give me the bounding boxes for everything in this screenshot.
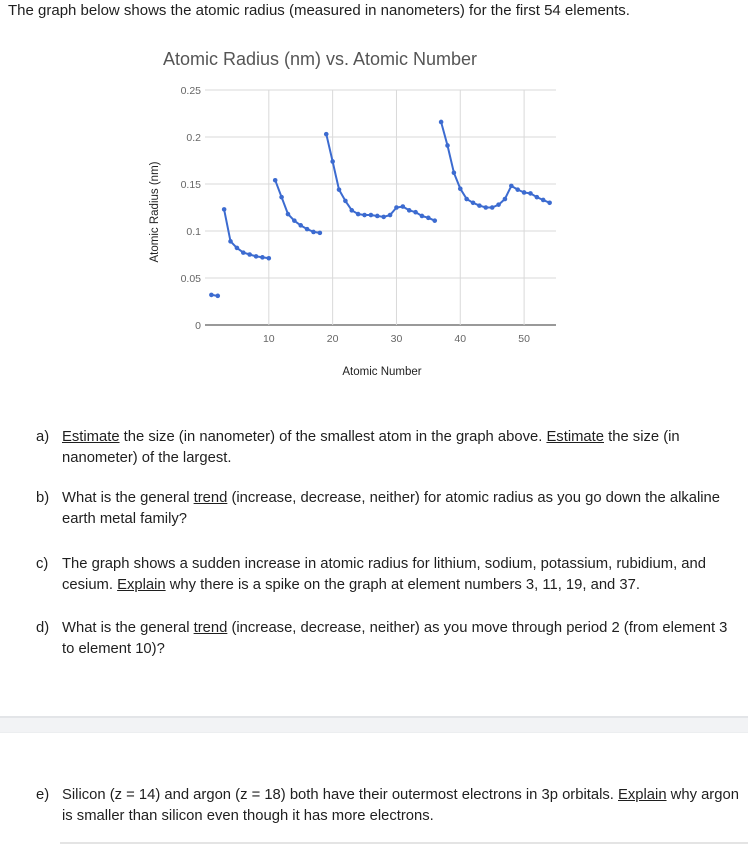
- estimate-keyword-2: Estimate: [546, 429, 604, 445]
- data-point: [535, 195, 540, 200]
- data-point: [228, 239, 233, 244]
- question-d: [36, 618, 741, 660]
- question-b-text-2: (increase, decrease, neither) for atomic radius as you go down the alkaline earth metal family?: [62, 490, 721, 527]
- series-line: [224, 209, 269, 258]
- data-point: [458, 186, 463, 191]
- data-point: [241, 250, 246, 255]
- data-point: [343, 199, 348, 204]
- data-point: [407, 208, 412, 213]
- data-point: [286, 212, 291, 217]
- data-point: [330, 159, 335, 164]
- data-point: [515, 187, 520, 192]
- data-point: [356, 212, 361, 217]
- data-point: [273, 178, 278, 183]
- series-line: [275, 180, 320, 233]
- data-point: [292, 218, 297, 223]
- data-point: [452, 170, 457, 175]
- data-point: [215, 294, 220, 299]
- data-point: [471, 201, 476, 206]
- data-point: [369, 213, 374, 218]
- y-tick-label: 0.2: [186, 132, 201, 144]
- data-point: [439, 120, 444, 125]
- question-d-label: d): [36, 620, 50, 636]
- y-tick-label: 0.15: [180, 179, 201, 191]
- question-c-label: c): [36, 556, 49, 572]
- chart-title: Atomic Radius (nm) vs. Atomic Number: [162, 49, 478, 69]
- x-tick-label: 30: [390, 333, 403, 345]
- y-axis-label: Atomic Radius (nm): [149, 161, 161, 263]
- question-e-text-2: why argon is smaller than silicon even though it has more electrons.: [62, 787, 739, 824]
- series-line: [441, 122, 549, 208]
- atomic-radius-chart: [0, 0, 748, 390]
- data-point: [432, 218, 437, 223]
- chart-gridlines: [205, 90, 556, 325]
- estimate-keyword: Estimate: [62, 429, 120, 445]
- series-line: [326, 134, 434, 221]
- data-point: [247, 252, 252, 257]
- data-point: [484, 205, 489, 210]
- data-point: [388, 213, 393, 218]
- y-tick-labels: [181, 85, 202, 332]
- trend-keyword: trend: [193, 490, 228, 506]
- y-tick-label: 0.1: [186, 226, 201, 238]
- question-a-label: a): [36, 429, 50, 445]
- data-point: [413, 210, 418, 215]
- data-point: [420, 214, 425, 219]
- data-point: [362, 213, 367, 218]
- data-point: [260, 255, 265, 260]
- data-point: [503, 197, 508, 202]
- data-point: [401, 204, 406, 209]
- y-tick-label: 0: [195, 320, 201, 332]
- explain-keyword-2: Explain: [618, 787, 667, 803]
- question-e-text-1: Silicon (z = 14) and argon (z = 18) both have their outermost electrons in 3p orbitals.: [62, 787, 619, 803]
- y-tick-label: 0.25: [180, 85, 201, 97]
- question-c-text-1: The graph shows a sudden increase in atomic radius for lithium, sodium, potassium, rubidium, and cesium.: [62, 556, 706, 593]
- question-a-text-2: the size (in nanometer) of the largest.: [62, 429, 680, 466]
- data-series: [209, 120, 552, 299]
- data-point: [426, 216, 431, 221]
- data-point: [267, 256, 272, 261]
- question-a-text-1: the size (in nanometer) of the smallest atom in the graph above.: [119, 429, 547, 445]
- data-point: [305, 227, 310, 232]
- data-point: [279, 195, 284, 200]
- y-tick-label: 0.05: [180, 273, 201, 285]
- data-point: [547, 201, 552, 206]
- data-point: [311, 230, 316, 235]
- question-e-label: e): [36, 787, 50, 803]
- question-c: [36, 554, 741, 596]
- question-b-text-1: What is the general: [62, 490, 194, 506]
- data-point: [375, 214, 380, 219]
- trend-keyword-2: trend: [193, 620, 228, 636]
- intro-text: The graph below shows the atomic radius (measured in nanometers) for the first 54 elements.: [8, 2, 630, 19]
- data-point: [381, 215, 386, 220]
- question-b-label: b): [36, 490, 50, 506]
- x-axis-label: Atomic Number: [342, 366, 422, 378]
- data-point: [445, 143, 450, 148]
- x-tick-label: 20: [326, 333, 339, 345]
- question-d-text-1: What is the general: [62, 620, 194, 636]
- data-point: [477, 203, 482, 208]
- section-divider: [0, 716, 748, 733]
- question-c-text-2: why there is a spike on the graph at element numbers 3, 11, 19, and 37.: [165, 577, 640, 593]
- data-point: [490, 205, 495, 210]
- data-point: [522, 190, 527, 195]
- data-point: [464, 197, 469, 202]
- data-point: [318, 231, 323, 236]
- data-point: [541, 198, 546, 203]
- data-point: [222, 207, 227, 212]
- data-point: [509, 184, 514, 189]
- question-e: [36, 785, 741, 827]
- explain-keyword: Explain: [117, 577, 166, 593]
- data-point: [349, 208, 354, 213]
- data-point: [394, 205, 399, 210]
- question-d-text-2: (increase, decrease, neither) as you move through period 2 (from element 3 to element 10)?: [62, 620, 728, 657]
- data-point: [298, 223, 303, 228]
- data-point: [324, 132, 329, 137]
- x-tick-label: 40: [454, 333, 467, 345]
- x-tick-label: 10: [262, 333, 275, 345]
- data-point: [209, 293, 214, 298]
- question-a: [36, 427, 741, 469]
- data-point: [496, 202, 501, 207]
- x-tick-label: 50: [518, 333, 530, 345]
- data-point: [528, 191, 533, 196]
- data-point: [235, 246, 240, 251]
- data-point: [337, 187, 342, 192]
- question-b: [36, 488, 741, 530]
- x-tick-labels: [263, 333, 530, 345]
- data-point: [254, 254, 259, 259]
